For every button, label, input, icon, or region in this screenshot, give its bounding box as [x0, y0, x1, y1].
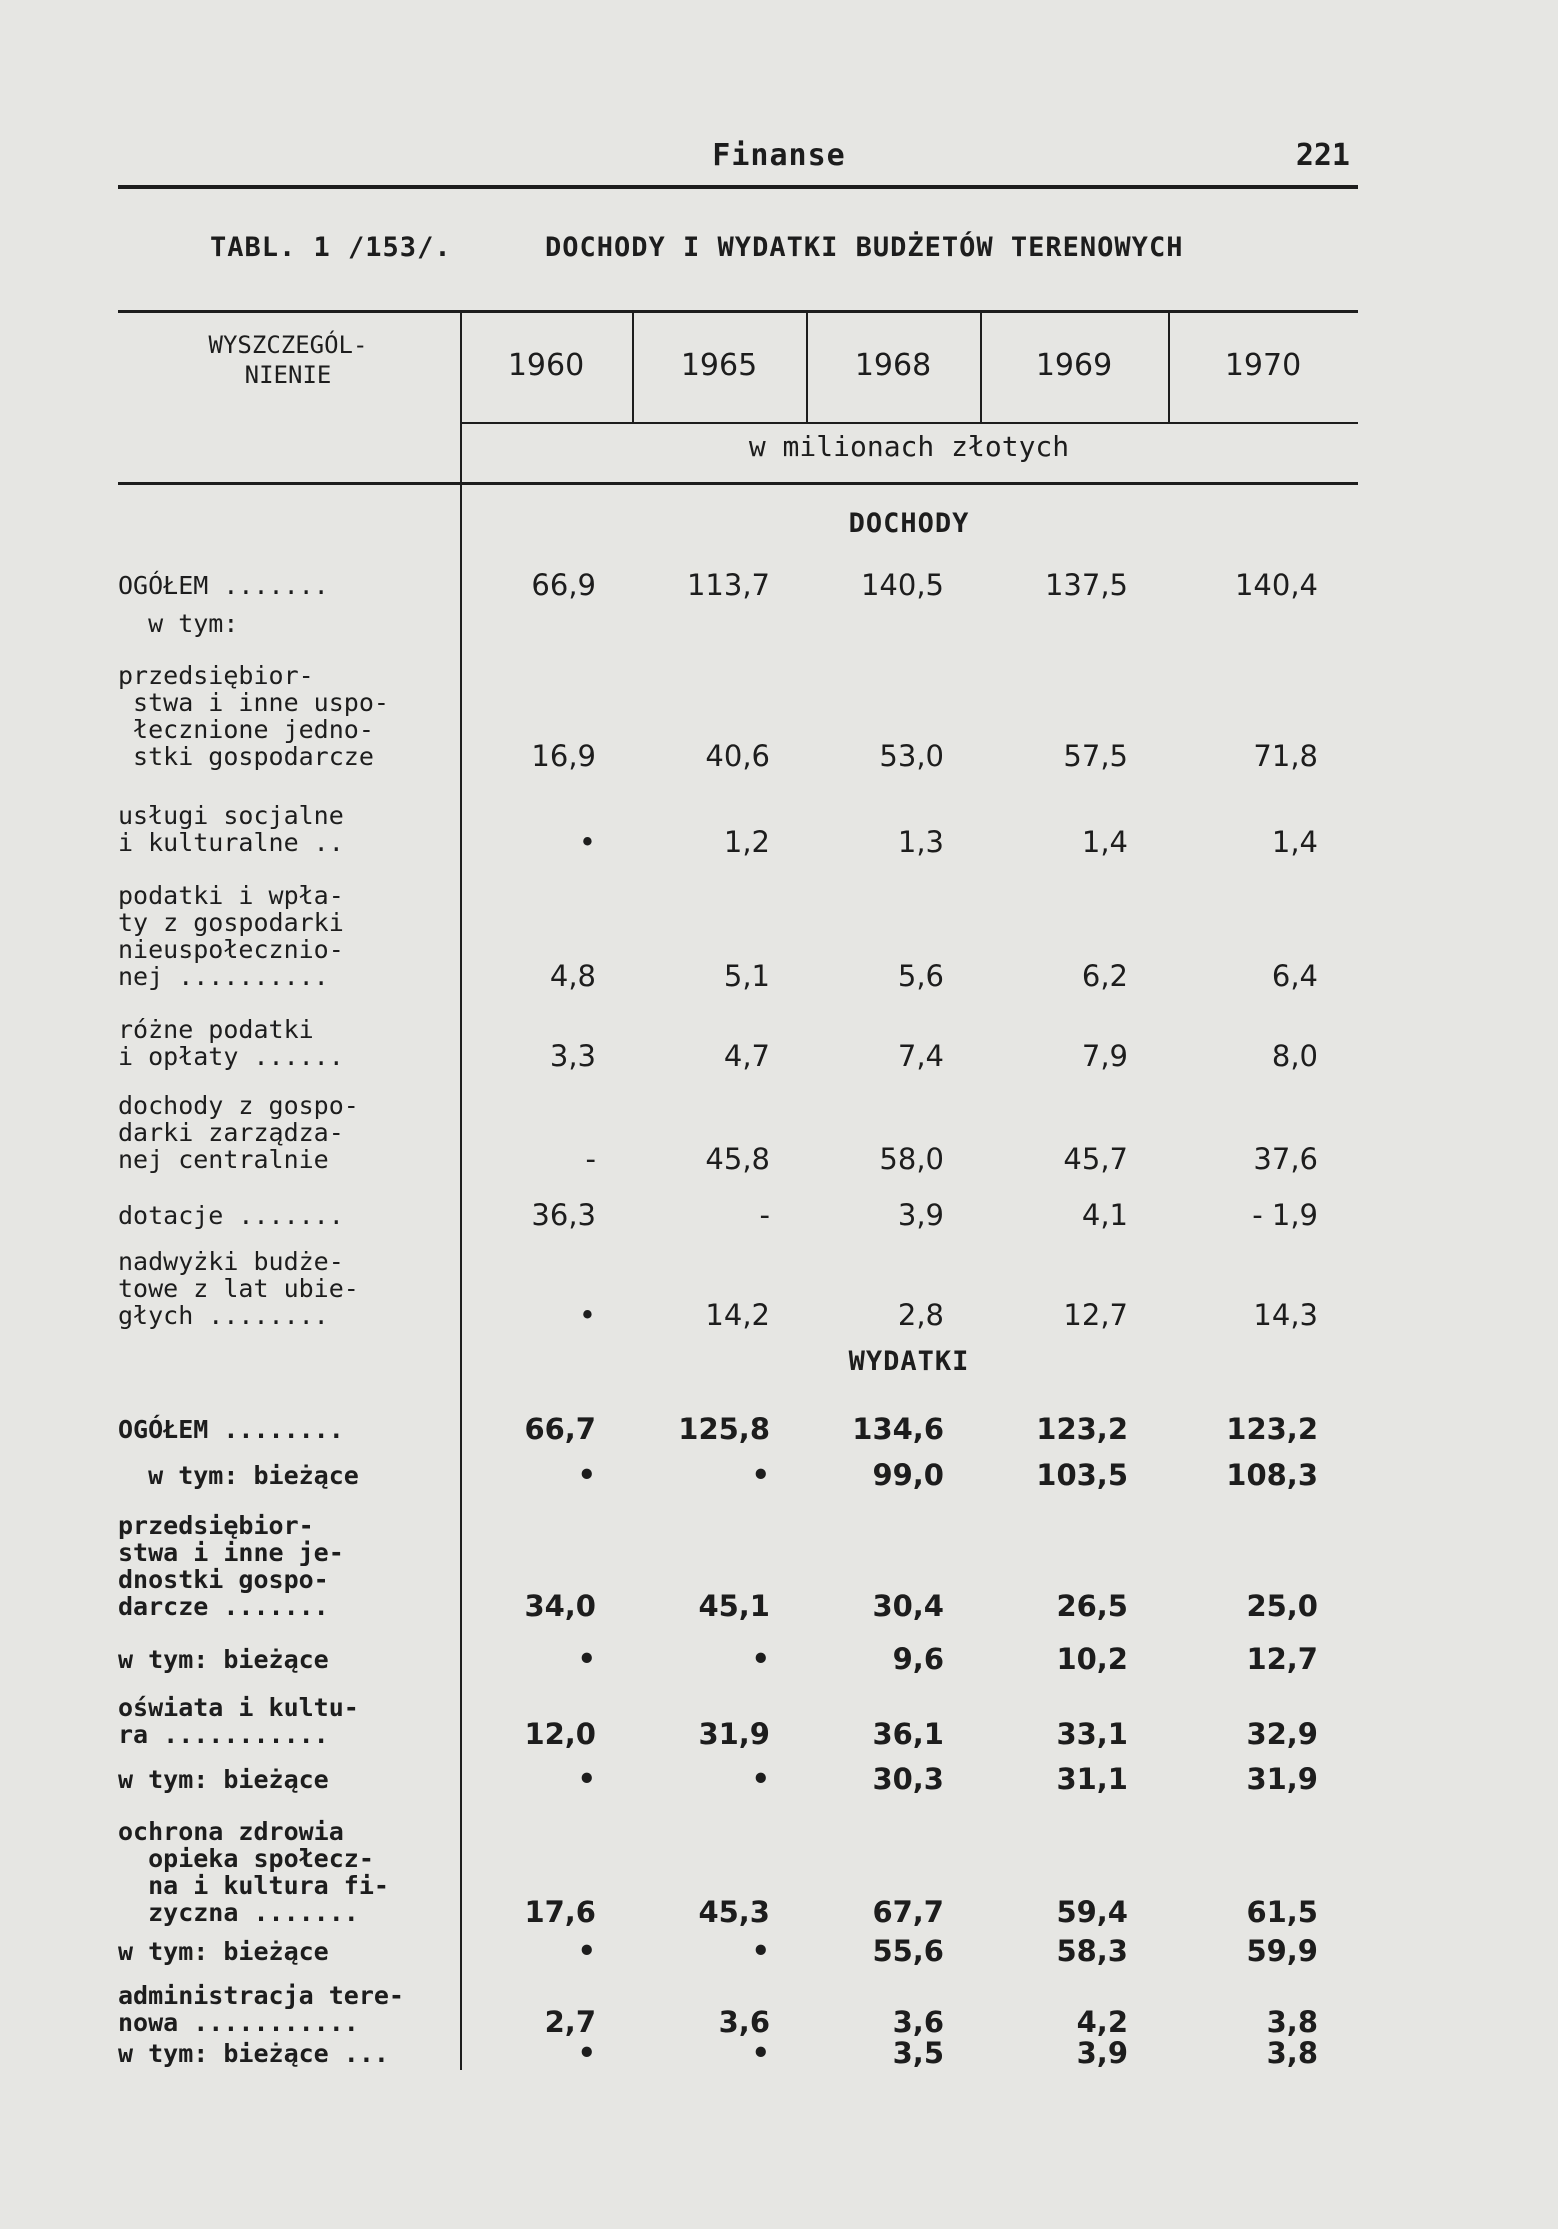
value-cell-1968: 9,6: [892, 1642, 944, 1676]
value-cell-1969: 3,9: [1076, 2036, 1128, 2070]
value-cell-1969: 1,4: [1081, 825, 1128, 859]
running-header-title: Finanse: [712, 138, 846, 173]
data-table: [118, 310, 1358, 2070]
value-cell-1968: 3,6: [892, 2005, 944, 2039]
value-cell-1969: 33,1: [1056, 1717, 1128, 1751]
value-cell-1969: 59,4: [1056, 1895, 1128, 1929]
value-cell-1960: 4,8: [549, 959, 596, 993]
row-label: w tym: bieżące: [118, 1461, 359, 1490]
row-label: dotacje .......: [118, 1201, 344, 1230]
value-cell-1970: 123,2: [1226, 1412, 1318, 1446]
value-cell-1965: 125,8: [678, 1412, 770, 1446]
row-label: usługi socjalne i kulturalne ..: [118, 801, 344, 857]
value-cell-1970: 108,3: [1226, 1458, 1318, 1492]
value-cell-1965: 113,7: [686, 568, 770, 602]
value-cell-1970: 61,5: [1246, 1895, 1318, 1929]
value-cell-1968: 134,6: [852, 1412, 944, 1446]
value-cell-1970: 12,7: [1246, 1642, 1318, 1676]
value-cell-1970: 14,3: [1253, 1298, 1318, 1332]
value-cell-1965: 45,8: [705, 1142, 770, 1176]
year-header-1970: 1970: [1224, 348, 1302, 383]
value-cell-1960: •: [577, 1934, 596, 1968]
value-cell-1968: 99,0: [872, 1458, 944, 1492]
value-cell-1960: •: [577, 2036, 596, 2070]
row-label: w tym:: [118, 609, 239, 638]
value-cell-1960: •: [578, 1298, 596, 1332]
value-cell-1965: •: [751, 1934, 770, 1968]
value-cell-1968: 3,9: [897, 1198, 944, 1232]
value-cell-1960: 12,0: [524, 1717, 596, 1751]
value-cell-1965: •: [751, 2036, 770, 2070]
value-cell-1968: 53,0: [879, 739, 944, 773]
header-rule: [118, 185, 1358, 189]
value-cell-1965: 4,7: [723, 1039, 770, 1073]
value-cell-1965: •: [751, 1642, 770, 1676]
value-cell-1968: 3,5: [892, 2036, 944, 2070]
value-cell-1960: •: [578, 825, 596, 859]
value-cell-1968: 140,5: [860, 568, 944, 602]
value-cell-1968: 2,8: [897, 1298, 944, 1332]
value-cell-1969: 137,5: [1044, 568, 1128, 602]
row-label: w tym: bieżące: [118, 1937, 329, 1966]
year-header-1969: 1969: [1035, 348, 1113, 383]
value-cell-1968: 5,6: [897, 959, 944, 993]
row-label: administracja tere- nowa ...........: [118, 1981, 404, 2037]
row-label: w tym: bieżące ...: [118, 2039, 389, 2068]
unit-header: w milionach złotych: [748, 430, 1070, 463]
value-cell-1969: 4,2: [1076, 2005, 1128, 2039]
value-cell-1968: 7,4: [897, 1039, 944, 1073]
row-label: różne podatki i opłaty ......: [118, 1015, 344, 1071]
section-heading: DOCHODY: [848, 508, 970, 539]
value-cell-1965: -: [759, 1198, 770, 1232]
row-label: OGÓŁEM .......: [118, 571, 329, 600]
value-cell-1968: 1,3: [897, 825, 944, 859]
row-label: podatki i wpła- ty z gospodarki nieuspołecznio- nej ..........: [118, 881, 344, 991]
row-label: nadwyżki budże- towe z lat ubie- głych ........: [118, 1247, 359, 1330]
value-cell-1965: 45,1: [698, 1589, 770, 1623]
value-cell-1970: 37,6: [1253, 1142, 1318, 1176]
value-cell-1965: •: [751, 1458, 770, 1492]
value-cell-1965: 3,6: [718, 2005, 770, 2039]
value-cell-1960: •: [577, 1642, 596, 1676]
value-cell-1960: 66,7: [524, 1412, 596, 1446]
value-cell-1968: 36,1: [872, 1717, 944, 1751]
value-cell-1969: 31,1: [1056, 1762, 1128, 1796]
year-rule: [460, 422, 1358, 424]
value-cell-1960: 2,7: [544, 2005, 596, 2039]
value-cell-1968: 67,7: [872, 1895, 944, 1929]
row-label: ochrona zdrowia opieka społecz- na i kultura fi- zyczna .......: [118, 1817, 389, 1927]
value-cell-1965: •: [751, 1762, 770, 1796]
value-cell-1970: 71,8: [1253, 739, 1318, 773]
stub-column-rule: [460, 310, 462, 2070]
value-cell-1965: 31,9: [698, 1717, 770, 1751]
value-cell-1969: 12,7: [1063, 1298, 1128, 1332]
value-cell-1969: 58,3: [1056, 1934, 1128, 1968]
stub-header: WYSZCZEGÓL- NIENIE: [208, 331, 368, 389]
value-cell-1970: - 1,9: [1252, 1198, 1318, 1232]
year-header-1960: 1960: [507, 348, 585, 383]
row-label: w tym: bieżące: [118, 1645, 329, 1674]
value-cell-1970: 140,4: [1234, 568, 1318, 602]
value-cell-1970: 3,8: [1266, 2036, 1318, 2070]
table-top-rule: [118, 310, 1358, 313]
value-cell-1969: 45,7: [1063, 1142, 1128, 1176]
value-cell-1960: 16,9: [531, 739, 596, 773]
value-cell-1960: 36,3: [531, 1198, 596, 1232]
value-cell-1968: 55,6: [872, 1934, 944, 1968]
value-cell-1965: 14,2: [705, 1298, 770, 1332]
value-cell-1965: 40,6: [705, 739, 770, 773]
header-bottom-rule: [118, 482, 1358, 485]
value-cell-1960: -: [585, 1142, 596, 1176]
row-label: przedsiębior- stwa i inne je- dnostki gospo- darcze .......: [118, 1511, 344, 1621]
value-cell-1969: 7,9: [1081, 1039, 1128, 1073]
row-label: dochody z gospo- darki zarządza- nej centralnie: [118, 1091, 359, 1174]
table-title: DOCHODY I WYDATKI BUDŻETÓW TERENOWYCH: [545, 232, 1184, 263]
row-label: przedsiębior- stwa i inne uspo- łecznione jedno- stki gospodarcze: [118, 661, 389, 771]
section-heading: WYDATKI: [848, 1346, 970, 1377]
table-number: TABL. 1 /153/.: [210, 232, 452, 263]
value-cell-1970: 6,4: [1271, 959, 1318, 993]
value-cell-1970: 1,4: [1271, 825, 1318, 859]
row-label: w tym: bieżące: [118, 1765, 329, 1794]
value-cell-1968: 58,0: [879, 1142, 944, 1176]
value-cell-1968: 30,4: [872, 1589, 944, 1623]
value-cell-1970: 25,0: [1246, 1589, 1318, 1623]
value-cell-1970: 32,9: [1246, 1717, 1318, 1751]
year-header-1968: 1968: [854, 348, 932, 383]
value-cell-1960: •: [577, 1762, 596, 1796]
value-cell-1969: 57,5: [1063, 739, 1128, 773]
value-cell-1970: 59,9: [1246, 1934, 1318, 1968]
value-cell-1970: 8,0: [1271, 1039, 1318, 1073]
value-cell-1960: 34,0: [524, 1589, 596, 1623]
value-cell-1965: 1,2: [723, 825, 770, 859]
value-cell-1969: 103,5: [1036, 1458, 1128, 1492]
value-cell-1969: 6,2: [1081, 959, 1128, 993]
value-cell-1969: 26,5: [1056, 1589, 1128, 1623]
value-cell-1960: 3,3: [549, 1039, 596, 1073]
value-cell-1960: 66,9: [531, 568, 596, 602]
year-header-1965: 1965: [680, 348, 758, 383]
value-cell-1965: 5,1: [723, 959, 770, 993]
value-cell-1969: 4,1: [1081, 1198, 1128, 1232]
value-cell-1960: 17,6: [524, 1895, 596, 1929]
value-cell-1965: 45,3: [698, 1895, 770, 1929]
value-cell-1968: 30,3: [872, 1762, 944, 1796]
value-cell-1969: 10,2: [1056, 1642, 1128, 1676]
row-label: oświata i kultu- ra ...........: [118, 1693, 359, 1749]
page-number: 221: [1295, 138, 1350, 173]
value-cell-1969: 123,2: [1036, 1412, 1128, 1446]
value-cell-1960: •: [577, 1458, 596, 1492]
value-cell-1970: 3,8: [1266, 2005, 1318, 2039]
value-cell-1970: 31,9: [1246, 1762, 1318, 1796]
row-label: OGÓŁEM ........: [118, 1415, 344, 1444]
